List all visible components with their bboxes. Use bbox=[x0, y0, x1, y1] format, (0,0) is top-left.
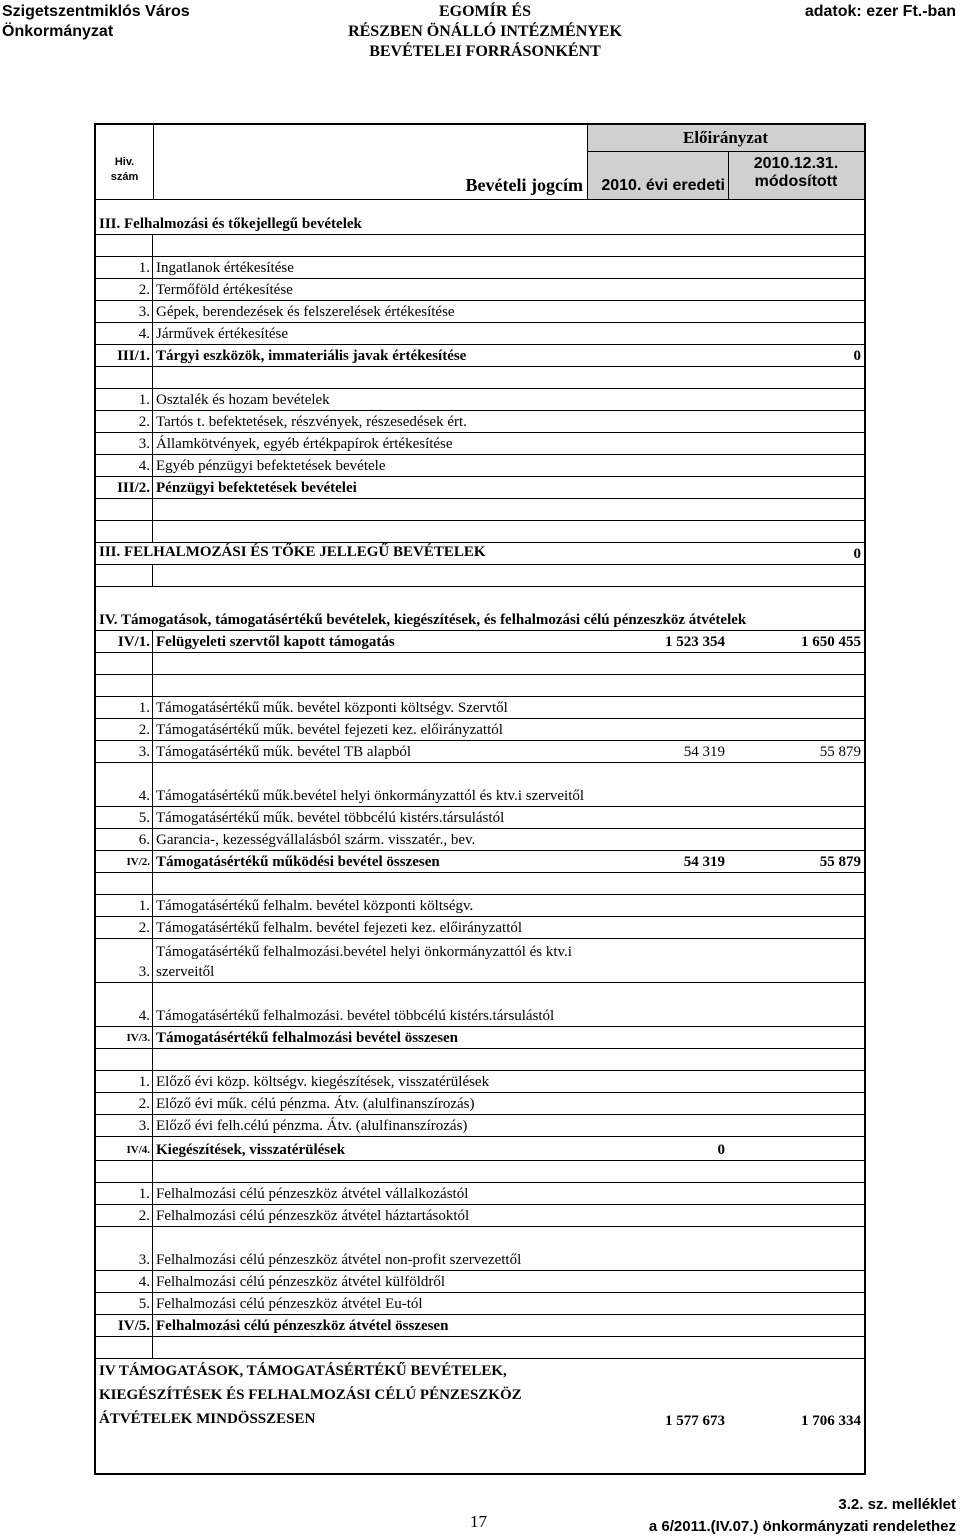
value-eredeti bbox=[587, 829, 728, 850]
unit-note: adatok: ezer Ft.-ban bbox=[804, 3, 956, 20]
value-eredeti bbox=[587, 235, 728, 256]
value-eredeti bbox=[587, 433, 728, 454]
row-label: Pénzügyi befektetések bevételei bbox=[156, 480, 357, 496]
value-eredeti bbox=[587, 697, 728, 718]
table-row bbox=[96, 345, 864, 367]
table-row bbox=[96, 719, 864, 741]
regulation-label: a 6/2011.(IV.07.) önkormányzati rendelethez bbox=[648, 1518, 956, 1535]
row-label: Támogatásértékű működési bevétel összesen bbox=[156, 854, 440, 870]
value-modositott bbox=[728, 1049, 864, 1070]
row-number: IV/4. bbox=[96, 1137, 153, 1160]
row-label: Támogatásértékű műk. bevétel többcélú kistérs.társulástól bbox=[156, 810, 505, 826]
row-number bbox=[96, 235, 153, 256]
row-number: 1. bbox=[96, 895, 153, 916]
row-number bbox=[96, 653, 153, 674]
table-row bbox=[96, 199, 864, 235]
value-eredeti bbox=[587, 301, 728, 322]
row-number: 6. bbox=[96, 829, 153, 850]
value-eredeti bbox=[587, 499, 728, 520]
value-modositott bbox=[728, 411, 864, 432]
value-modositott bbox=[728, 565, 864, 586]
row-label: Támogatásértékű műk. bevétel központi költségv. Szervtől bbox=[156, 700, 508, 716]
value-eredeti bbox=[587, 653, 728, 674]
table-row bbox=[96, 807, 864, 829]
row-label: Ingatlanok értékesítése bbox=[156, 260, 294, 276]
row-number: 1. bbox=[96, 257, 153, 278]
table-row bbox=[96, 1359, 864, 1431]
row-label bbox=[153, 1337, 587, 1358]
table-row bbox=[96, 1049, 864, 1071]
row-label: Támogatásértékű felhalmozási.bevétel helyi önkormányzattól és ktv.i szerveitől bbox=[156, 944, 572, 980]
value-eredeti bbox=[587, 763, 728, 806]
value-modositott: 1 706 334 bbox=[801, 1413, 861, 1429]
table-row bbox=[96, 279, 864, 301]
table-row bbox=[96, 257, 864, 279]
table-row bbox=[96, 1071, 864, 1093]
table-row bbox=[96, 1161, 864, 1183]
table-row bbox=[96, 323, 864, 345]
row-label bbox=[153, 367, 587, 388]
value-eredeti bbox=[587, 323, 728, 344]
table-row bbox=[96, 917, 864, 939]
value-eredeti bbox=[587, 565, 728, 586]
value-eredeti bbox=[587, 1115, 728, 1136]
row-number: 4. bbox=[96, 455, 153, 476]
table-body bbox=[96, 199, 864, 1431]
row-label: Támogatásértékű felhalmozási bevétel összesen bbox=[156, 1030, 459, 1046]
table-row bbox=[96, 477, 864, 499]
value-eredeti bbox=[587, 895, 728, 916]
table-row bbox=[96, 1293, 864, 1315]
table-row bbox=[96, 939, 864, 983]
row-number bbox=[96, 1161, 153, 1182]
value-eredeti bbox=[587, 807, 728, 828]
row-label: Gépek, berendezések és felszerelések értékesítése bbox=[156, 304, 455, 320]
row-label: Tartós t. befektetések, részvények, részesedések ért. bbox=[156, 414, 467, 430]
section-heading: IV. Támogatások, támogatásértékű bevételek, kiegészítések, és felhalmozási célú pénzeszköz átvételek bbox=[99, 612, 747, 628]
row-label: Felhalmozási célú pénzeszköz átvétel külföldről bbox=[156, 1274, 446, 1290]
row-label: Támogatásértékű műk.bevétel helyi önkormányzattól és ktv.i szerveitől bbox=[156, 788, 585, 804]
value-eredeti bbox=[587, 367, 728, 388]
row-label bbox=[153, 653, 587, 674]
value-eredeti bbox=[587, 1071, 728, 1092]
row-label: Támogatásértékű felhalm. bevétel fejezeti kez. előirányzattól bbox=[156, 920, 523, 936]
value-eredeti bbox=[587, 675, 728, 696]
value-modositott bbox=[728, 1227, 864, 1270]
row-number: 4. bbox=[96, 763, 153, 806]
table-row bbox=[96, 1271, 864, 1293]
row-label bbox=[153, 1161, 587, 1182]
document-title bbox=[300, 2, 670, 62]
value-modositott bbox=[728, 1183, 864, 1204]
value-modositott bbox=[728, 653, 864, 674]
value-eredeti bbox=[587, 257, 728, 278]
row-label: Egyéb pénzügyi befektetések bevétele bbox=[156, 458, 386, 474]
value-modositott bbox=[728, 1137, 864, 1160]
table-row bbox=[96, 895, 864, 917]
row-number: 3. bbox=[96, 939, 153, 982]
value-modositott bbox=[728, 1093, 864, 1114]
row-label bbox=[153, 235, 587, 256]
value-eredeti: 54 319 bbox=[683, 744, 725, 760]
revenue-table bbox=[94, 123, 866, 1475]
value-eredeti bbox=[587, 1205, 728, 1226]
value-eredeti bbox=[587, 1183, 728, 1204]
title-line-3: BEVÉTELEI FORRÁSONKÉNT bbox=[369, 43, 601, 60]
table-row bbox=[96, 235, 864, 257]
row-label: Osztalék és hozam bevételek bbox=[156, 392, 330, 408]
value-modositott bbox=[728, 675, 864, 696]
table-row bbox=[96, 829, 864, 851]
value-eredeti bbox=[587, 1293, 728, 1314]
value-eredeti bbox=[587, 543, 728, 564]
issuer-line-1: Szigetszentmiklós Város bbox=[2, 3, 190, 20]
row-number: 2. bbox=[96, 719, 153, 740]
value-eredeti bbox=[587, 719, 728, 740]
value-eredeti bbox=[587, 1161, 728, 1182]
value-modositott bbox=[728, 1071, 864, 1092]
issuer-line-2: Önkormányzat bbox=[2, 23, 114, 40]
row-label bbox=[153, 521, 587, 542]
row-label: Felhalmozási célú pénzeszköz átvétel háztartásoktól bbox=[156, 1208, 470, 1224]
table-row bbox=[96, 389, 864, 411]
table-row bbox=[96, 675, 864, 697]
row-number: IV/2. bbox=[96, 851, 153, 872]
value-eredeti bbox=[587, 389, 728, 410]
page-number: 17 bbox=[470, 1512, 487, 1531]
value-eredeti: 54 319 bbox=[683, 854, 725, 870]
value-eredeti bbox=[587, 1227, 728, 1270]
row-number: 2. bbox=[96, 917, 153, 938]
row-number: 3. bbox=[96, 1115, 153, 1136]
row-label: Államkötvények, egyéb értékpapírok értékesítése bbox=[156, 436, 453, 452]
row-label: Felhalmozási célú pénzeszköz átvétel összesen bbox=[156, 1318, 449, 1334]
table-row bbox=[96, 1183, 864, 1205]
value-modositott bbox=[728, 1271, 864, 1292]
row-label: Garancia-, kezességvállalásból szárm. visszatér., bev. bbox=[156, 832, 476, 848]
total-label: III. FELHALMOZÁSI ÉS TŐKE JELLEGŰ BEVÉTELEK bbox=[99, 544, 486, 560]
row-label: Előző évi műk. célú pénzma. Átv. (alulfinanszírozás) bbox=[156, 1096, 475, 1112]
total-label: IV TÁMOGATÁSOK, TÁMOGATÁSÉRTÉKŰ BEVÉTELEK, KIEGÉSZÍTÉSEK ÉS FELHALMOZÁSI CÉLÚ PÉNZESZKÖZ ÁTVÉTELEK MINDÖSSZESEN bbox=[99, 1363, 522, 1427]
value-modositott bbox=[728, 1205, 864, 1226]
row-number: 4. bbox=[96, 1271, 153, 1292]
value-eredeti bbox=[587, 1093, 728, 1114]
value-eredeti: 0 bbox=[717, 1142, 725, 1158]
row-number: 1. bbox=[96, 1071, 153, 1092]
value-modositott bbox=[728, 1293, 864, 1314]
value-eredeti bbox=[587, 1315, 728, 1336]
table-row bbox=[96, 1115, 864, 1137]
table-row bbox=[96, 983, 864, 1027]
table-row bbox=[96, 1137, 864, 1161]
value-eredeti bbox=[587, 455, 728, 476]
table-row bbox=[96, 455, 864, 477]
row-number: 5. bbox=[96, 807, 153, 828]
row-number: III/1. bbox=[96, 345, 153, 366]
row-number bbox=[96, 521, 153, 542]
value-eredeti bbox=[587, 939, 728, 982]
row-number: IV/5. bbox=[96, 1315, 153, 1336]
value-modositott bbox=[728, 983, 864, 1026]
row-number bbox=[96, 1049, 153, 1070]
value-modositott bbox=[728, 323, 864, 344]
value-modositott bbox=[728, 1337, 864, 1358]
annex-note bbox=[649, 1494, 956, 1538]
row-label: Támogatásértékű műk. bevétel TB alapból bbox=[156, 744, 412, 760]
value-modositott: 1 650 455 bbox=[801, 634, 861, 650]
row-number bbox=[96, 873, 153, 894]
value-eredeti bbox=[587, 345, 728, 366]
eloiranyzat-header: Előirányzat bbox=[683, 128, 768, 147]
row-number: IV/1. bbox=[96, 631, 153, 652]
value-eredeti bbox=[587, 411, 728, 432]
value-modositott bbox=[728, 763, 864, 806]
row-label: Kiegészítések, visszatérülések bbox=[156, 1142, 346, 1158]
row-number: 2. bbox=[96, 411, 153, 432]
issuer-block bbox=[2, 2, 190, 42]
value-modositott bbox=[728, 235, 864, 256]
row-label: Felhalmozási célú pénzeszköz átvétel Eu-tól bbox=[156, 1296, 423, 1312]
row-label: Támogatásértékű műk. bevétel fejezeti kez. előirányzattól bbox=[156, 722, 503, 738]
table-row bbox=[96, 1337, 864, 1359]
row-number: III/2. bbox=[96, 477, 153, 498]
value-modositott bbox=[728, 697, 864, 718]
table-row bbox=[96, 433, 864, 455]
value-eredeti: 1 577 673 bbox=[665, 1413, 725, 1429]
value-eredeti bbox=[587, 521, 728, 542]
table-row bbox=[96, 587, 864, 631]
value-modositott bbox=[728, 1027, 864, 1048]
table-row bbox=[96, 565, 864, 587]
row-label: Támogatásértékű felhalmozási. bevétel többcélú kistérs.társulástól bbox=[156, 1008, 555, 1024]
section-heading: III. Felhalmozási és tőkejellegű bevételek bbox=[99, 216, 362, 232]
table-row bbox=[96, 1227, 864, 1271]
row-label: Támogatásértékű felhalm. bevétel központi költségv. bbox=[156, 898, 474, 914]
row-number: 2. bbox=[96, 279, 153, 300]
value-eredeti bbox=[587, 1027, 728, 1048]
table-row bbox=[96, 1315, 864, 1337]
value-modositott bbox=[728, 895, 864, 916]
hiv-szam-header: Hiv. szám bbox=[110, 156, 139, 183]
row-number: 2. bbox=[96, 1093, 153, 1114]
value-modositott bbox=[728, 719, 864, 740]
value-modositott bbox=[728, 367, 864, 388]
value-modositott bbox=[728, 301, 864, 322]
value-eredeti bbox=[587, 983, 728, 1026]
table-row bbox=[96, 301, 864, 323]
annex-label: 3.2. sz. melléklet bbox=[838, 1496, 956, 1513]
v2-header: 2010.12.31. módosított bbox=[753, 155, 839, 190]
value-modositott bbox=[728, 873, 864, 894]
table-row bbox=[96, 499, 864, 521]
value-modositott bbox=[728, 433, 864, 454]
row-label bbox=[153, 565, 587, 586]
row-number: 3. bbox=[96, 1227, 153, 1270]
row-label: Felhalmozási célú pénzeszköz átvétel vállalkozástól bbox=[156, 1186, 469, 1202]
value-eredeti bbox=[587, 1049, 728, 1070]
value-eredeti: 1 523 354 bbox=[665, 634, 725, 650]
value-modositott bbox=[728, 477, 864, 498]
row-number: 3. bbox=[96, 301, 153, 322]
value-modositott: 55 879 bbox=[819, 744, 861, 760]
row-number: 3. bbox=[96, 741, 153, 762]
row-label: Tárgyi eszközök, immateriális javak értékesítése bbox=[156, 348, 467, 364]
row-number bbox=[96, 1337, 153, 1358]
table-row bbox=[96, 1027, 864, 1049]
value-modositott bbox=[728, 829, 864, 850]
value-eredeti bbox=[587, 917, 728, 938]
table-row bbox=[96, 653, 864, 675]
table-row bbox=[96, 763, 864, 807]
value-modositott bbox=[728, 257, 864, 278]
row-label: Járművek értékesítése bbox=[156, 326, 289, 342]
row-number bbox=[96, 367, 153, 388]
title-line-2: RÉSZBEN ÖNÁLLÓ INTÉZMÉNYEK bbox=[348, 23, 622, 40]
table-row bbox=[96, 631, 864, 653]
value-eredeti bbox=[587, 477, 728, 498]
row-label: Előző évi közp. költségv. kiegészítések, visszatérülések bbox=[156, 1074, 490, 1090]
row-number: 3. bbox=[96, 433, 153, 454]
value-eredeti bbox=[587, 873, 728, 894]
row-label bbox=[153, 499, 587, 520]
table-row bbox=[96, 697, 864, 719]
value-modositott: 0 bbox=[853, 348, 861, 364]
row-number bbox=[96, 565, 153, 586]
table-row bbox=[96, 543, 864, 565]
row-label bbox=[153, 675, 587, 696]
row-number bbox=[96, 499, 153, 520]
table-row bbox=[96, 1205, 864, 1227]
value-modositott bbox=[728, 389, 864, 410]
table-header bbox=[96, 125, 864, 200]
value-eredeti bbox=[587, 1271, 728, 1292]
value-modositott bbox=[728, 939, 864, 982]
row-number: 4. bbox=[96, 323, 153, 344]
value-modositott: 55 879 bbox=[819, 854, 861, 870]
value-modositott bbox=[728, 917, 864, 938]
table-row bbox=[96, 1093, 864, 1115]
row-label bbox=[153, 1049, 587, 1070]
row-label: Előző évi felh.célú pénzma. Átv. (alulfinanszírozás) bbox=[156, 1118, 468, 1134]
row-number bbox=[96, 675, 153, 696]
value-modositott bbox=[728, 1315, 864, 1336]
value-modositott: 0 bbox=[853, 546, 861, 562]
v1-header: 2010. évi eredeti bbox=[601, 177, 725, 194]
row-number: 1. bbox=[96, 1183, 153, 1204]
value-modositott bbox=[728, 455, 864, 476]
row-label bbox=[153, 873, 587, 894]
value-modositott bbox=[728, 1115, 864, 1136]
table-row bbox=[96, 367, 864, 389]
value-modositott bbox=[728, 1161, 864, 1182]
value-eredeti bbox=[587, 1337, 728, 1358]
table-row bbox=[96, 851, 864, 873]
row-label: Felhalmozási célú pénzeszköz átvétel non-profit szervezettől bbox=[156, 1252, 522, 1268]
value-modositott bbox=[728, 279, 864, 300]
row-number: 5. bbox=[96, 1293, 153, 1314]
value-modositott bbox=[728, 499, 864, 520]
value-eredeti bbox=[587, 279, 728, 300]
value-modositott bbox=[728, 521, 864, 542]
table-row bbox=[96, 741, 864, 763]
table-row bbox=[96, 411, 864, 433]
row-number: 1. bbox=[96, 697, 153, 718]
value-modositott bbox=[728, 807, 864, 828]
title-line-1: EGOMÍR ÉS bbox=[438, 3, 531, 20]
table-row bbox=[96, 873, 864, 895]
row-number: 1. bbox=[96, 389, 153, 410]
row-number: 4. bbox=[96, 983, 153, 1026]
row-number: IV/3. bbox=[96, 1027, 153, 1048]
row-label: Felügyeleti szervtől kapott támogatás bbox=[156, 634, 395, 650]
name-header: Bevételi jogcím bbox=[465, 175, 583, 195]
row-number: 2. bbox=[96, 1205, 153, 1226]
row-label: Termőföld értékesítése bbox=[156, 282, 293, 298]
